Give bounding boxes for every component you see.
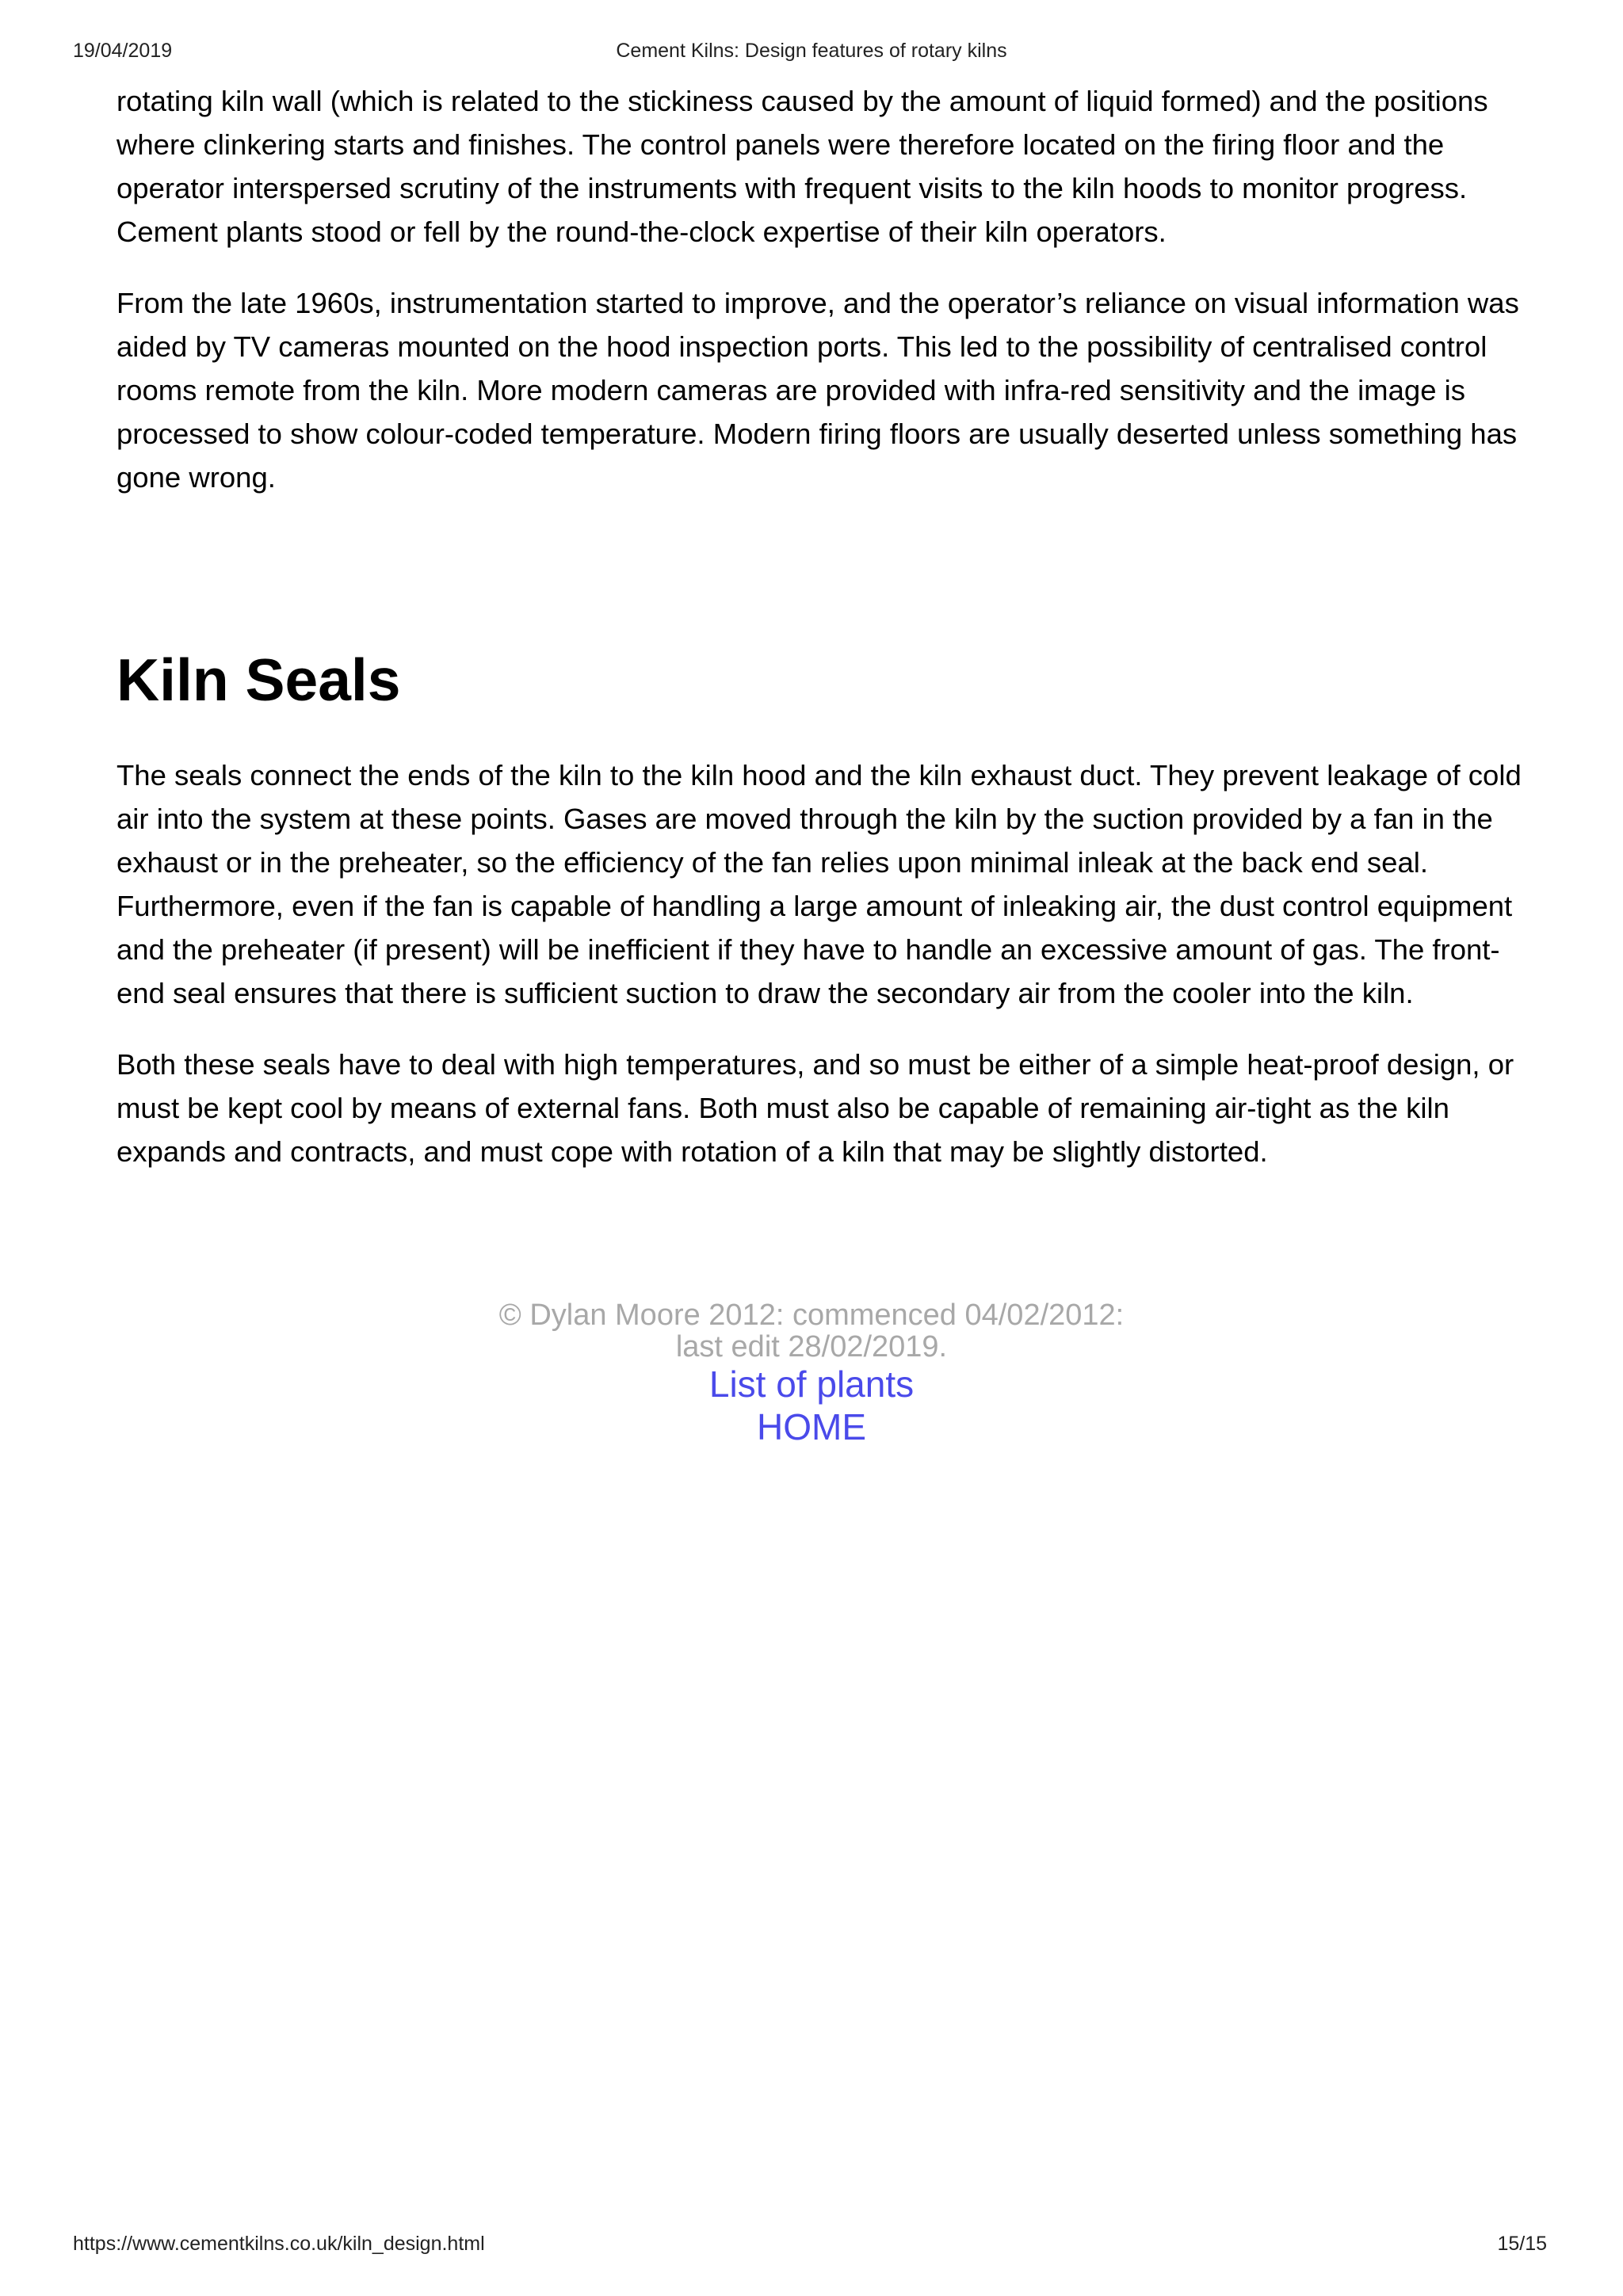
paragraph-instrumentation: From the late 1960s, instrumentation started to improve, and the operator’s reliance on visual information was aided by TV cameras mounted on the hood inspection ports. This led to the possibility of centralised control rooms remote from the kiln. More modern cameras are provided with infra-red sensitivity and the image is processed to show colour-coded temperature. Modern firing floors are usually deserted unless something has gone wrong.: [116, 287, 1519, 494]
home-link[interactable]: HOME: [757, 1406, 866, 1447]
copyright-line-2: last edit 28/02/2019.: [675, 1330, 948, 1363]
paragraph-seals-design: Both these seals have to deal with high temperatures, and so must be either of a simple heat-proof design, or must be kept cool by means of external fans. Both must also be capable of remaining air-tight as the kiln expands and contracts, and must cope with rotation of a kiln that may be slightly distorted.: [116, 1048, 1514, 1168]
print-footer: [0, 2233, 1623, 2260]
paragraph-seals-purpose: The seals connect the ends of the kiln to the kiln hood and the kiln exhaust duct. They prevent leakage of cold air into the system at these points. Gases are moved through the kiln by the suction provided by a fan in the exhaust or in the preheater, so the efficiency of the fan relies upon minimal inleak at the back end seal. Furthermore, even if the fan is capable of handling a large amount of inleaking air, the dust control equipment and the preheater (if present) will be inefficient if they have to handle an excessive amount of gas. The front-end seal ensures that there is sufficient suction to draw the secondary air from the cooler into the kiln.: [116, 759, 1522, 1009]
print-header: [0, 40, 1623, 67]
article-content: [116, 79, 1527, 1201]
section-heading-kiln-seals: Kiln Seals: [116, 646, 401, 713]
page-footer-block: [0, 1299, 1623, 1448]
print-date: 19/04/2019: [73, 40, 173, 62]
paragraph-kiln-control: rotating kiln wall (which is related to the stickiness caused by the amount of liquid formed) and the positions where clinkering starts and finishes. The control panels were therefore located on the firing floor and the operator interspersed scrutiny of the instruments with frequent visits to the kiln hoods to monitor progress. Cement plants stood or fell by the round-the-clock expertise of their kiln operators.: [116, 85, 1488, 248]
list-of-plants-link[interactable]: List of plants: [708, 1363, 915, 1405]
copyright-line-1: © Dylan Moore 2012: commenced 04/02/2012:: [498, 1299, 1125, 1332]
print-url: https://www.cementkilns.co.uk/kiln_design.html: [73, 2233, 485, 2255]
print-page-title: Cement Kilns: Design features of rotary kilns: [616, 40, 1007, 62]
print-page-number: 15/15: [1497, 2233, 1547, 2255]
